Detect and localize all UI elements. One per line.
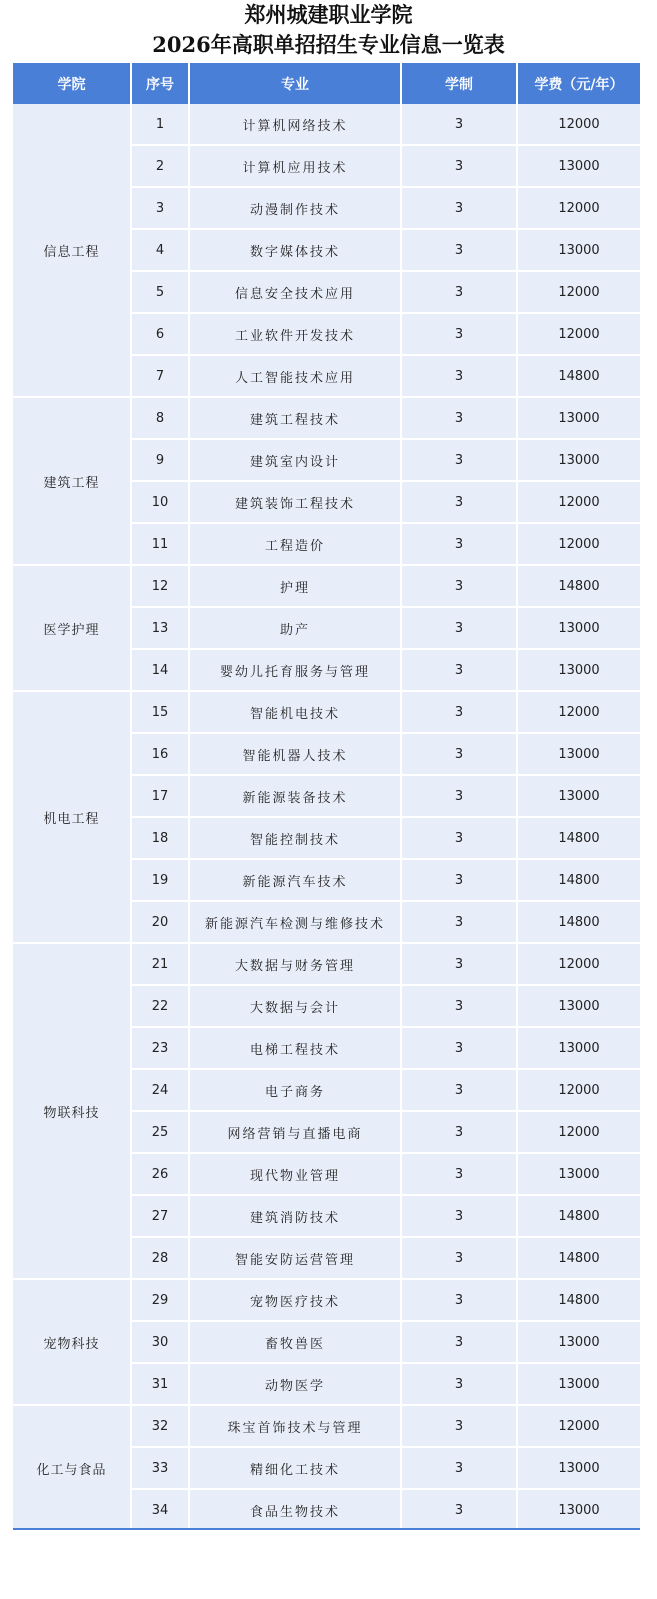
row-number-cell: 19: [132, 860, 190, 902]
fee-cell: 14800: [518, 818, 640, 860]
major-cell: 婴幼儿托育服务与管理: [190, 650, 402, 692]
page-title: 郑州城建职业学院: [244, 2, 413, 27]
row-number-cell: 16: [132, 734, 190, 776]
row-number-cell: 2: [132, 146, 190, 188]
row-number-cell: 25: [132, 1112, 190, 1154]
header-row: [13, 63, 640, 104]
major-cell: 工程造价: [190, 524, 402, 566]
college-cell: 建筑工程: [13, 398, 132, 566]
table-row: [13, 398, 640, 440]
column-header-major: 专业: [190, 63, 402, 104]
major-cell: 动漫制作技术: [190, 188, 402, 230]
row-number-cell: 23: [132, 1028, 190, 1070]
major-cell: 电子商务: [190, 1070, 402, 1112]
row-number-cell: 30: [132, 1322, 190, 1364]
row-number-cell: 3: [132, 188, 190, 230]
column-header-fee: 学费（元/年）: [518, 63, 640, 104]
years-cell: 3: [402, 1448, 518, 1490]
admissions-table: [13, 63, 640, 1532]
row-number-cell: 7: [132, 356, 190, 398]
fee-cell: 13000: [518, 1364, 640, 1406]
years-cell: 3: [402, 440, 518, 482]
years-cell: 3: [402, 524, 518, 566]
years-cell: 3: [402, 1280, 518, 1322]
major-cell: 智能控制技术: [190, 818, 402, 860]
fee-cell: 12000: [518, 692, 640, 734]
table-row: [13, 692, 640, 734]
major-cell: 建筑消防技术: [190, 1196, 402, 1238]
major-cell: 建筑室内设计: [190, 440, 402, 482]
fee-cell: 14800: [518, 1196, 640, 1238]
years-cell: 3: [402, 776, 518, 818]
years-cell: 3: [402, 230, 518, 272]
row-number-cell: 1: [132, 104, 190, 146]
years-cell: 3: [402, 1070, 518, 1112]
years-cell: 3: [402, 1406, 518, 1448]
years-cell: 3: [402, 1196, 518, 1238]
major-cell: 宠物医疗技术: [190, 1280, 402, 1322]
major-cell: 建筑装饰工程技术: [190, 482, 402, 524]
years-cell: 3: [402, 692, 518, 734]
major-cell: 现代物业管理: [190, 1154, 402, 1196]
years-cell: 3: [402, 818, 518, 860]
college-cell: 物联科技: [13, 944, 132, 1280]
fee-cell: 14800: [518, 860, 640, 902]
row-number-cell: 15: [132, 692, 190, 734]
column-header-no: 序号: [132, 63, 190, 104]
fee-cell: 13000: [518, 398, 640, 440]
major-cell: 新能源汽车技术: [190, 860, 402, 902]
table-body: [13, 104, 640, 1532]
years-cell: 3: [402, 734, 518, 776]
row-number-cell: 14: [132, 650, 190, 692]
major-cell: 计算机网络技术: [190, 104, 402, 146]
row-number-cell: 4: [132, 230, 190, 272]
fee-cell: 14800: [518, 356, 640, 398]
fee-cell: 13000: [518, 1154, 640, 1196]
major-cell: 数字媒体技术: [190, 230, 402, 272]
fee-cell: 14800: [518, 1280, 640, 1322]
row-number-cell: 17: [132, 776, 190, 818]
years-cell: 3: [402, 1154, 518, 1196]
row-number-cell: 26: [132, 1154, 190, 1196]
major-cell: 大数据与财务管理: [190, 944, 402, 986]
fee-cell: 13000: [518, 230, 640, 272]
major-cell: 新能源装备技术: [190, 776, 402, 818]
page-subtitle: 2026年高职单招招生专业信息一览表: [152, 32, 505, 57]
fee-cell: 13000: [518, 776, 640, 818]
years-cell: 3: [402, 566, 518, 608]
row-number-cell: 31: [132, 1364, 190, 1406]
years-cell: 3: [402, 1238, 518, 1280]
row-number-cell: 27: [132, 1196, 190, 1238]
years-cell: 3: [402, 860, 518, 902]
row-number-cell: 24: [132, 1070, 190, 1112]
fee-cell: 13000: [518, 1322, 640, 1364]
years-cell: 3: [402, 398, 518, 440]
fee-cell: 12000: [518, 1070, 640, 1112]
fee-cell: 12000: [518, 104, 640, 146]
row-number-cell: 12: [132, 566, 190, 608]
fee-cell: 12000: [518, 524, 640, 566]
major-cell: 智能机器人技术: [190, 734, 402, 776]
major-cell: 网络营销与直播电商: [190, 1112, 402, 1154]
major-cell: 动物医学: [190, 1364, 402, 1406]
column-header-years: 学制: [402, 63, 518, 104]
years-cell: 3: [402, 356, 518, 398]
table-header: [13, 63, 640, 104]
years-cell: 3: [402, 1322, 518, 1364]
fee-cell: 13000: [518, 440, 640, 482]
fee-cell: 12000: [518, 482, 640, 524]
major-cell: 建筑工程技术: [190, 398, 402, 440]
fee-cell: 13000: [518, 986, 640, 1028]
column-header-college: 学院: [13, 63, 132, 104]
years-cell: 3: [402, 314, 518, 356]
row-number-cell: 33: [132, 1448, 190, 1490]
years-cell: 3: [402, 104, 518, 146]
table-row: [13, 1280, 640, 1322]
major-cell: 护理: [190, 566, 402, 608]
years-cell: 3: [402, 902, 518, 944]
fee-cell: 14800: [518, 1238, 640, 1280]
major-cell: 智能机电技术: [190, 692, 402, 734]
fee-cell: 12000: [518, 188, 640, 230]
major-cell: 珠宝首饰技术与管理: [190, 1406, 402, 1448]
table-row: [13, 566, 640, 608]
fee-cell: 12000: [518, 1112, 640, 1154]
row-number-cell: 18: [132, 818, 190, 860]
fee-cell: 12000: [518, 944, 640, 986]
major-cell: 信息安全技术应用: [190, 272, 402, 314]
major-cell: 大数据与会计: [190, 986, 402, 1028]
row-number-cell: 8: [132, 398, 190, 440]
years-cell: 3: [402, 272, 518, 314]
major-cell: 精细化工技术: [190, 1448, 402, 1490]
row-number-cell: 29: [132, 1280, 190, 1322]
fee-cell: 13000: [518, 650, 640, 692]
years-cell: 3: [402, 650, 518, 692]
row-number-cell: 22: [132, 986, 190, 1028]
table-bottom-rule: [13, 1528, 640, 1530]
row-number-cell: 32: [132, 1406, 190, 1448]
row-number-cell: 21: [132, 944, 190, 986]
major-cell: 智能安防运营管理: [190, 1238, 402, 1280]
row-number-cell: 10: [132, 482, 190, 524]
major-cell: 食品生物技术: [190, 1490, 402, 1532]
major-cell: 助产: [190, 608, 402, 650]
fee-cell: 12000: [518, 314, 640, 356]
college-cell: 医学护理: [13, 566, 132, 692]
years-cell: 3: [402, 608, 518, 650]
table-row: [13, 104, 640, 146]
years-cell: 3: [402, 944, 518, 986]
college-cell: 机电工程: [13, 692, 132, 944]
years-cell: 3: [402, 146, 518, 188]
fee-cell: 13000: [518, 1028, 640, 1070]
fee-cell: 13000: [518, 146, 640, 188]
years-cell: 3: [402, 1490, 518, 1532]
fee-cell: 13000: [518, 1448, 640, 1490]
fee-cell: 14800: [518, 566, 640, 608]
table-row: [13, 1406, 640, 1448]
college-cell: 化工与食品: [13, 1406, 132, 1532]
fee-cell: 13000: [518, 734, 640, 776]
fee-cell: 12000: [518, 272, 640, 314]
row-number-cell: 5: [132, 272, 190, 314]
college-cell: 信息工程: [13, 104, 132, 398]
years-cell: 3: [402, 188, 518, 230]
years-cell: 3: [402, 1364, 518, 1406]
fee-cell: 12000: [518, 1406, 640, 1448]
major-cell: 电梯工程技术: [190, 1028, 402, 1070]
row-number-cell: 13: [132, 608, 190, 650]
row-number-cell: 28: [132, 1238, 190, 1280]
row-number-cell: 34: [132, 1490, 190, 1532]
fee-cell: 14800: [518, 902, 640, 944]
years-cell: 3: [402, 482, 518, 524]
fee-cell: 13000: [518, 1490, 640, 1532]
years-cell: 3: [402, 986, 518, 1028]
major-cell: 新能源汽车检测与维修技术: [190, 902, 402, 944]
major-cell: 工业软件开发技术: [190, 314, 402, 356]
major-cell: 畜牧兽医: [190, 1322, 402, 1364]
fee-cell: 13000: [518, 608, 640, 650]
table-row: [13, 944, 640, 986]
years-cell: 3: [402, 1028, 518, 1070]
major-cell: 计算机应用技术: [190, 146, 402, 188]
years-cell: 3: [402, 1112, 518, 1154]
row-number-cell: 9: [132, 440, 190, 482]
row-number-cell: 6: [132, 314, 190, 356]
college-cell: 宠物科技: [13, 1280, 132, 1406]
row-number-cell: 20: [132, 902, 190, 944]
major-cell: 人工智能技术应用: [190, 356, 402, 398]
row-number-cell: 11: [132, 524, 190, 566]
